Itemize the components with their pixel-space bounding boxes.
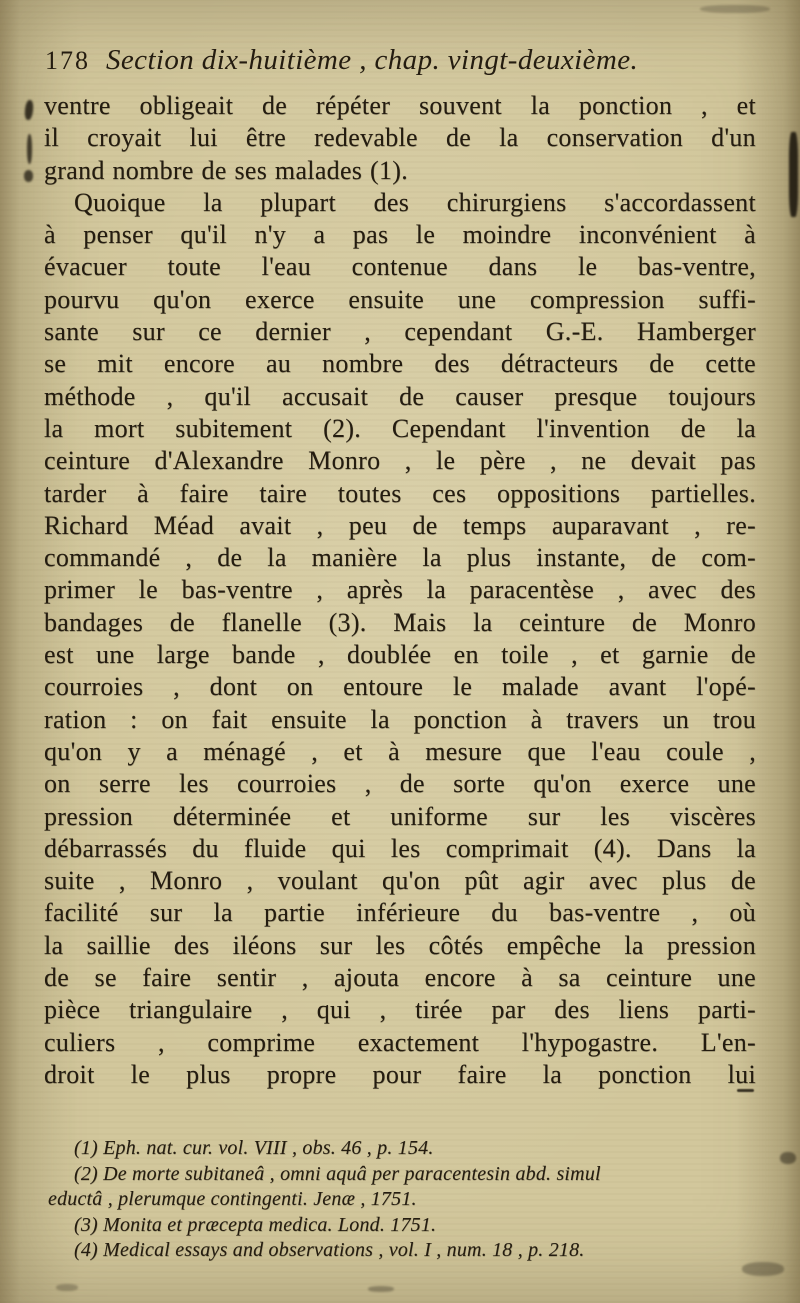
footnote-line: eductâ , plerumque contingenti. Jenæ , 1751.	[48, 1188, 417, 1210]
page-number: 178	[45, 46, 90, 75]
body-line: méthode , qu'il accusait de causer presque toujours	[44, 381, 756, 411]
scan-artifact	[789, 132, 798, 217]
body-line: tarder à faire taire toutes ces oppositions partielles.	[44, 478, 756, 508]
body-line: la saillie des iléons sur les côtés empêche la pression	[44, 930, 756, 960]
body-line: qu'on y a ménagé , et à mesure que l'eau coule ,	[44, 736, 756, 766]
body-line: facilité sur la partie inférieure du bas-ventre , où	[44, 898, 756, 928]
scan-artifact	[24, 100, 34, 121]
scan-artifact	[700, 5, 770, 13]
body-line: il croyait lui être redevable de la conservation d'un	[44, 123, 756, 153]
body-line: on serre les courroies , de sorte qu'on exerce une	[44, 769, 756, 799]
body-line: droit le plus propre pour faire la ponction lui	[44, 1059, 756, 1089]
body-line: de se faire sentir , ajouta encore à sa ceinture une	[44, 963, 756, 993]
scan-artifact	[780, 1152, 796, 1164]
body-line: commandé , de la manière la plus instante, de com-	[44, 543, 756, 573]
body-line: sante sur ce dernier , cependant G.-E. Hamberger	[44, 317, 756, 347]
body-line: primer le bas-ventre , après la paracentèse , avec des	[44, 575, 756, 605]
scan-artifact	[742, 1262, 784, 1276]
scan-artifact	[24, 170, 33, 182]
body-line: est une large bande , doublée en toile , et garnie de	[44, 640, 756, 670]
body-line: se mit encore au nombre des détracteurs de cette	[44, 349, 756, 379]
body-line: la mort subitement (2). Cependant l'invention de la	[44, 413, 756, 443]
body-line: ventre obligeait de répéter souvent la ponction , et	[44, 91, 756, 120]
body-line: bandages de flanelle (3). Mais la ceinture de Monro	[44, 607, 756, 637]
body-line: pression déterminée et uniforme sur les viscères	[44, 801, 756, 831]
page-header	[45, 44, 756, 77]
body-line: grand nombre de ses malades (1).	[44, 155, 409, 185]
body-line: évacuer toute l'eau contenue dans le bas-ventre,	[44, 252, 756, 282]
footnote-line: (4) Medical essays and observations , vol. I , num. 18 , p. 218.	[74, 1239, 585, 1261]
body-line: Quoique la plupart des chirurgiens s'accordassent	[74, 187, 756, 217]
body-line: pièce triangulaire , qui , tirée par des liens parti-	[44, 995, 756, 1025]
scan-artifact	[27, 134, 32, 164]
footnote-line: (2) De morte subitaneâ , omni aquâ per paracentesin abd. simul	[74, 1162, 601, 1185]
body-line: ration : on fait ensuite la ponction à travers un trou	[44, 704, 756, 734]
body-line: Richard Méad avait , peu de temps auparavant , re-	[44, 510, 756, 540]
scan-artifact	[56, 1284, 78, 1291]
body-line: suite , Monro , voulant qu'on pût agir avec plus de	[44, 866, 756, 896]
footnote-line: (1) Eph. nat. cur. vol. VIII , obs. 46 , p. 154.	[74, 1137, 434, 1159]
scan-artifact	[368, 1286, 394, 1292]
body-line: à penser qu'il n'y a pas le moindre inconvénient à	[44, 220, 756, 250]
body-line: culiers , comprime exactement l'hypogastre. L'en-	[44, 1027, 756, 1057]
body-line: ceinture d'Alexandre Monro , le père , ne devait pas	[44, 446, 756, 476]
body-line: courroies , dont on entoure le malade avant l'opé-	[44, 672, 756, 702]
running-title: Section dix-huitième , chap. vingt-deuxième.	[106, 44, 639, 76]
body-line: débarrassés du fluide qui les comprimait (4). Dans la	[44, 833, 756, 863]
footnote-line: (3) Monita et præcepta medica. Lond. 1751.	[74, 1213, 437, 1236]
footnotes	[48, 1136, 754, 1264]
body-line: pourvu qu'on exerce ensuite une compression suffi-	[44, 284, 756, 314]
body-text	[44, 90, 756, 1091]
